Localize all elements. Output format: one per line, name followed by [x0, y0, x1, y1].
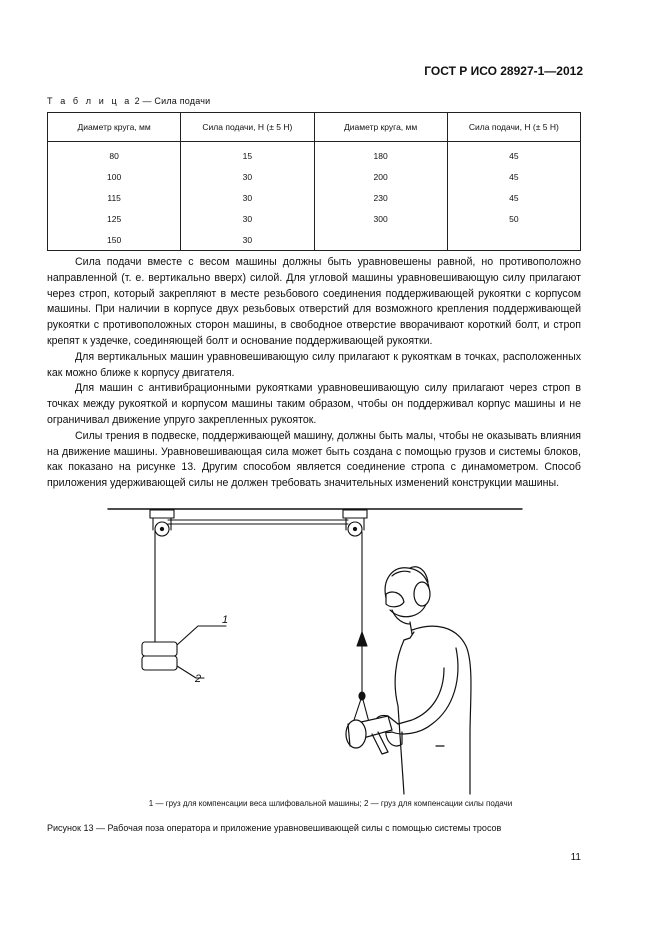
figure-caption: Рисунок 13 — Рабочая поза оператора и приложение уравновешивающей силы с помощью системы тросов [47, 823, 502, 833]
weight-1 [142, 642, 177, 656]
table-cell: 180 [314, 142, 447, 167]
table-cell: 45 [447, 166, 580, 187]
paragraph: Для вертикальных машин уравновешивающую силу прилагают к рукояткам в точках, расположенных как можно ближе к корпусу двигателя. [47, 350, 581, 379]
table-header-row [48, 113, 581, 142]
page-number: 11 [570, 852, 581, 863]
table-row [48, 229, 581, 251]
callout-label-2: 2 [195, 673, 202, 685]
table-cell: 30 [181, 187, 314, 208]
figure-note: 1 — груз для компенсации веса шлифовальной машины; 2 — груз для компенсации силы подачи [148, 799, 513, 808]
table-cell: 100 [48, 166, 181, 187]
table-row [48, 208, 581, 229]
header-cell: Сила подачи, Н (± 5 Н) [181, 113, 314, 142]
left-pulley [150, 510, 174, 536]
header-cell: Диаметр круга, мм [48, 113, 181, 142]
table-row [48, 187, 581, 208]
table-cell: 45 [447, 142, 580, 167]
standard-header: ГОСТ Р ИСО 28927-1—2012 [424, 64, 583, 78]
table-cell: 150 [48, 229, 181, 251]
table-cell: 15 [181, 142, 314, 167]
header-cell: Диаметр круга, мм [314, 113, 447, 142]
feed-force-table [47, 112, 581, 251]
table-cell: 30 [181, 208, 314, 229]
paragraph: Силы трения в подвеске, поддерживающей машину, должны быть малы, чтобы не оказывать влияния на движение машины. Уравновешивающая сила может быть создана с помощью грузов и системы блоков, как показано на рисунке 13. Другим способом является соединение стропа с динамометром. Способ приложения удерживающей силы не должен требовать значительных изменений конструкции машины. [47, 429, 581, 490]
table-cell: 200 [314, 166, 447, 187]
operator-figure [346, 567, 471, 794]
paragraph: Для машин с антивибрационными рукоятками уравновешивающую силу прилагают через строп в точках между рукояткой и корпусом машины таким образом, чтобы он поддерживал корпус машины и не ограничивал движение упруго закрепленных рукояток. [47, 382, 581, 426]
table-row [48, 142, 581, 167]
figure-13-illustration [0, 498, 661, 798]
table-cell: 50 [447, 208, 580, 229]
paragraph: Сила подачи вместе с весом машины должны быть уравновешены равной, но противоположно направленной (т. е. вертикально вверх) силой. Для угловой машины уравновешивающую силу прилагают через строп, который закрепляют в месте резьбового соединения поддерживающей рукоятки с корпусом машины. При наличии в корпусе двух резьбовых отверстий для возможного крепления поддерживающей рукоятки с противоположных сторон машины, в свободное отверстие вворачивают короткий болт, и строп крепят к уздечке, соединяющей болт и основание поддерживающей рукоятки. [47, 256, 581, 347]
table-cell: 45 [447, 187, 580, 208]
header-cell: Сила подачи, Н (± 5 Н) [447, 113, 580, 142]
table-cell: 230 [314, 187, 447, 208]
table-row [48, 166, 581, 187]
table-cell: 125 [48, 208, 181, 229]
weight-2 [142, 656, 177, 670]
table-cell [447, 229, 580, 251]
force-arrow [357, 632, 367, 646]
table-caption-title: 2 — Сила подачи [134, 96, 211, 106]
table-cell: 115 [48, 187, 181, 208]
table-cell: 80 [48, 142, 181, 167]
callout-label-1: 1 [222, 614, 229, 626]
table-cell: 300 [314, 208, 447, 229]
right-pulley [343, 510, 367, 536]
table-cell: 30 [181, 166, 314, 187]
table-cell [314, 229, 447, 251]
table-cell: 30 [181, 229, 314, 251]
table-caption [47, 96, 210, 106]
table-caption-prefix: Т а б л и ц а [47, 96, 132, 106]
body-text [47, 255, 581, 492]
